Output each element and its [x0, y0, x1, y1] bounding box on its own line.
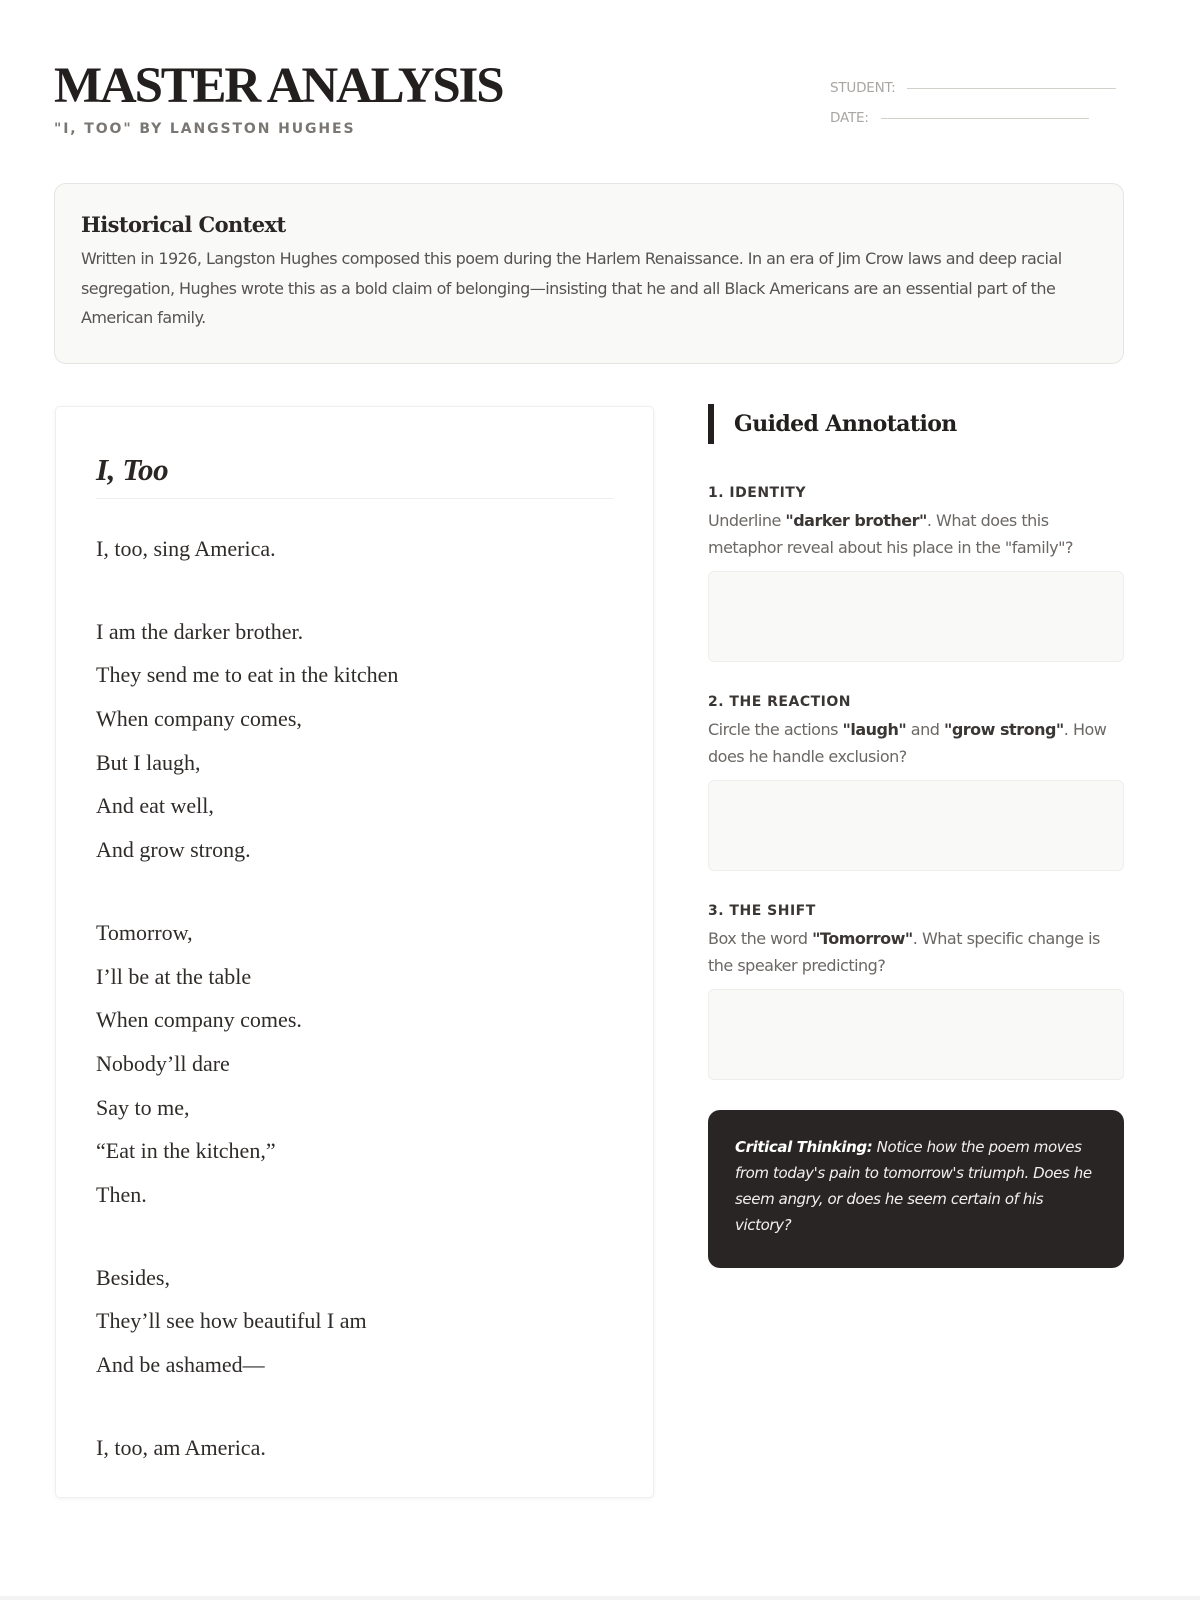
question-prompt: Underline "darker brother". What does this metaphor reveal about his place in the "family"?: [708, 511, 1073, 557]
critical-thinking-card: [708, 1110, 1124, 1268]
context-title: Historical Context: [81, 212, 286, 237]
poem-line: Nobody’ll dare: [96, 1050, 230, 1076]
stanza-break: [96, 1217, 613, 1256]
question-label: 1. IDENTITY: [708, 485, 806, 501]
poem-line: Besides,: [96, 1264, 170, 1290]
question-reaction: [708, 693, 1124, 871]
poem-line: I’ll be at the table: [96, 963, 252, 989]
page-title: MASTER ANALYSIS: [54, 58, 503, 114]
historical-context-box: [54, 183, 1124, 364]
annotation-header: [708, 404, 1124, 444]
question-prompt: Circle the actions "laugh" and "grow strong". How does he handle exclusion?: [708, 720, 1107, 766]
student-info: [830, 73, 1130, 133]
poem-line: Then.: [96, 1181, 147, 1207]
poem-line: And be ashamed—: [96, 1352, 265, 1377]
poem-line: When company comes.: [96, 1007, 302, 1033]
poem-line: I, too, sing America.: [96, 536, 276, 561]
poem-title: I, Too: [96, 451, 613, 499]
student-name-field[interactable]: [907, 88, 1116, 89]
critical-label: Critical Thinking:: [735, 1138, 873, 1156]
guided-annotation: [708, 404, 1124, 1104]
poem-line: They’ll see how beautiful I am: [96, 1308, 367, 1334]
answer-box-shift[interactable]: [708, 989, 1124, 1080]
date-field[interactable]: [881, 118, 1089, 119]
accent-bar: [708, 404, 714, 444]
stanza-break: [96, 872, 613, 911]
date-label: DATE:: [830, 110, 869, 126]
date-row: [830, 103, 1130, 133]
poem-line: I am the darker brother.: [96, 618, 304, 644]
poem-line: And grow strong.: [96, 837, 251, 863]
annotation-title: Guided Annotation: [734, 411, 957, 437]
answer-box-reaction[interactable]: [708, 780, 1124, 871]
student-label: STUDENT:: [830, 80, 896, 96]
context-body: Written in 1926, Langston Hughes composed this poem during the Harlem Renaissance. In an era of Jim Crow laws and deep racial segregation, Hughes wrote this as a bold claim of belonging—insisting that he and all Black Americans are an essential part of the American family.: [81, 249, 1062, 327]
poem-line: “Eat in the kitchen,”: [96, 1138, 276, 1164]
poem-line: When company comes,: [96, 706, 302, 732]
question-prompt: Box the word "Tomorrow". What specific change is the speaker predicting?: [708, 929, 1100, 975]
poem-line: But I laugh,: [96, 749, 201, 775]
stanza-break: [96, 1387, 613, 1426]
question-label: 3. THE SHIFT: [708, 903, 816, 919]
question-label: 2. THE REACTION: [708, 694, 851, 710]
question-shift: [708, 902, 1124, 1080]
question-identity: [708, 484, 1124, 662]
answer-box-identity[interactable]: [708, 571, 1124, 662]
stanza-break: [96, 571, 613, 610]
poem-line: And eat well,: [96, 793, 214, 819]
poem-line: Say to me,: [96, 1094, 190, 1120]
critical-text: Notice how the poem moves from today's pain to tomorrow's triumph. Does he seem angry, or does he seem certain of his victory?: [735, 1138, 1092, 1234]
poem-line: They send me to eat in the kitchen: [96, 662, 399, 688]
poem-body: [96, 527, 613, 1469]
page-subtitle: "I, TOO" BY LANGSTON HUGHES: [54, 121, 356, 137]
poem-line: I, too, am America.: [96, 1434, 266, 1460]
page-bottom-edge: [0, 1596, 1200, 1600]
poem-card: [55, 406, 654, 1498]
student-row: [830, 73, 1130, 103]
poem-line: Tomorrow,: [96, 919, 193, 945]
